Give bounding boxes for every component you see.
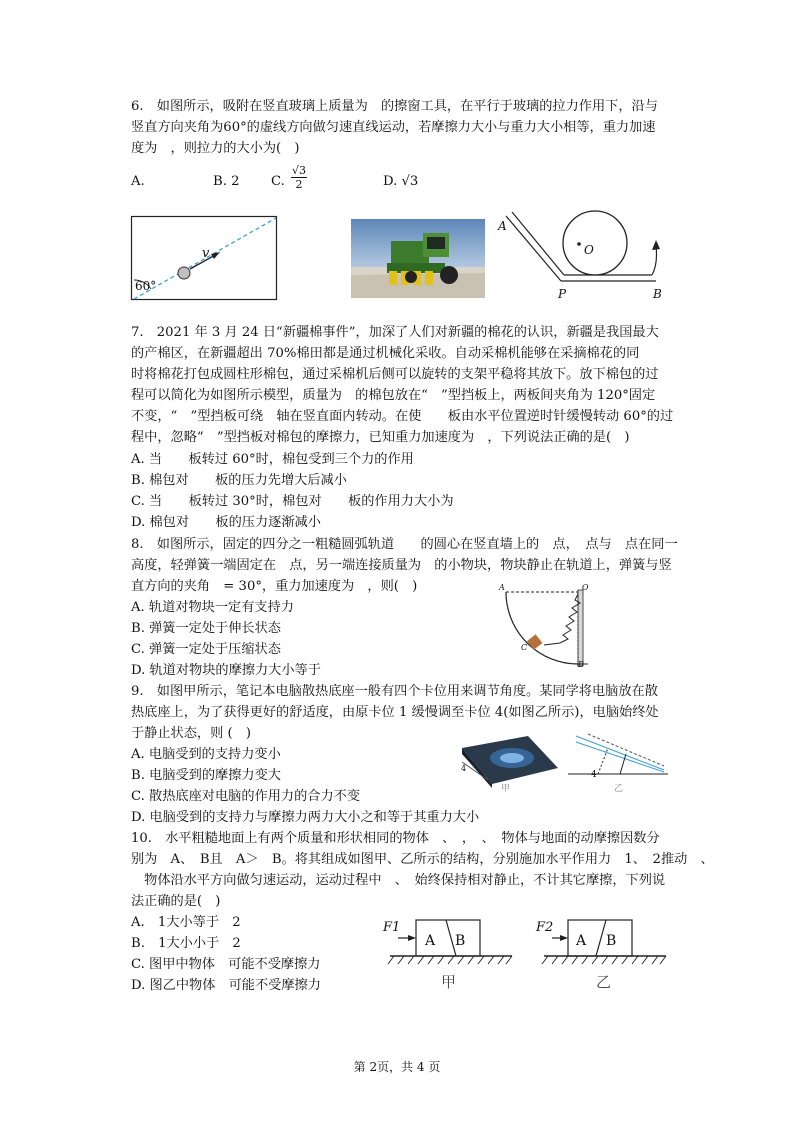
q7-figure-label-b: B [653, 287, 662, 301]
q9-option-b: B. 电脑受到的摩擦力变大 [131, 768, 281, 783]
q8-option-b: B. 弹簧一定处于伸长状态 [131, 621, 281, 636]
q6-option-c-fraction [291, 164, 307, 191]
q6-option-c-numerator: √3 [291, 164, 306, 177]
q10-figure-jia-label-a: A [425, 933, 436, 949]
q7-option-c: C. 当 板转过 30°时，棉包对 板的作用力大小为 [131, 494, 454, 509]
q9-figure-yi-caption: 乙 [614, 784, 624, 794]
q8-option-a: A. 轨道对物块一定有支持力 [131, 600, 294, 615]
q8-figure-label-c: C [521, 643, 528, 652]
q10-line-1: 10. 水平粗糙地面上有两个质量和形状相同的物体 、 ， 、 物体与地面的动摩擦因数分 [131, 831, 660, 846]
q6-option-c: C. [271, 174, 285, 189]
q10-figure-yi-caption: 乙 [596, 973, 612, 991]
q9-line-3: 于静止状态，则 ( ) [131, 726, 251, 741]
q9-option-c: C. 散热底座对电脑的作用力的合力不变 [131, 789, 361, 804]
q10-figure-jia-label-b: B [455, 933, 466, 949]
q7-figure-label-a: A [498, 219, 507, 233]
q6-figure-v-label: v [202, 246, 210, 261]
q7-line-1: 7. 2021 年 3 月 24 日“新疆棉事件”，加深了人们对新疆的棉花的认识，新疆是我国最大 [131, 325, 659, 340]
q10-figure-yi [540, 914, 670, 972]
q8-figure-label-o: O [582, 583, 589, 592]
q7-line-4: 程可以简化为如图所示模型，质量为 的棉包放在“ ”型挡板上，两板间夹角为 120°固定 [131, 388, 656, 403]
cotton-picker-photo [351, 219, 485, 298]
q6-line-1: 6. 如图所示，吸附在竖直玻璃上质量为 的擦窗工具，在平行于玻璃的拉力作用下，沿与 [131, 99, 658, 114]
q8-figure-label-a: A [499, 583, 505, 592]
q7-option-d: D. 棉包对 板的压力逐渐减小 [131, 515, 321, 530]
q10-figure-yi-f2: F2 [536, 920, 554, 935]
q7-line-5: 不变，“ ”型挡板可绕 轴在竖直面内转动。在使 板由水平位置逆时针缓慢转动 60°的过 [131, 409, 674, 424]
q7-line-2: 的产棉区，在新疆超出 70%棉田都是通过机械化采收。自动采棉机能够在采摘棉花的同 [131, 346, 640, 361]
q6-option-a: A. [131, 174, 145, 189]
q8-line-1: 8. 如图所示，固定的四分之一粗糙圆弧轨道 的圆心在竖直墙上的 点， 点与 点在同一 [131, 537, 678, 552]
q10-figure-yi-label-a: A [576, 933, 587, 949]
q6-option-b: B. 2 [213, 174, 240, 189]
q10-option-c: C. 图甲中物体 可能不受摩擦力 [131, 957, 321, 972]
q9-line-2: 热底座上，为了获得更好的舒适度，由原卡位 1 缓慢调至卡位 4(如图乙所示)，电脑始终处 [131, 705, 659, 720]
q7-option-a: A. 当 板转过 60°时，棉包受到三个力的作用 [131, 452, 414, 467]
q6-line-3: 度为 ，则拉力的大小为( ) [131, 141, 300, 156]
q8-figure-label-b: B [578, 660, 584, 669]
q6-figure-angle-label: 60° [135, 279, 157, 293]
q10-figure-yi-label-b: B [606, 933, 617, 949]
q7-figure-label-p: P [558, 287, 567, 301]
q6-option-c-denominator: 2 [295, 178, 303, 191]
q9-option-d: D. 电脑受到的支持力与摩擦力两力大小之和等于其重力大小 [131, 810, 480, 825]
q7-line-6: 程中，忽略“ ”型挡板对棉包的摩擦力，已知重力加速度为 ，下列说法正确的是( ) [131, 430, 630, 445]
page-footer: 第 2页，共 4 页 [353, 1060, 441, 1074]
q9-figure-yi-slot-label: 4 [591, 770, 597, 780]
q9-figure-jia-slot-label: 4 [461, 764, 467, 773]
q9-option-a: A. 电脑受到的支持力变小 [131, 747, 281, 762]
q9-figure-jia [458, 732, 560, 792]
q6-line-2: 竖直方向夹角为60°的虚线方向做匀速直线运动，若摩擦力大小与重力大小相等，重力加速 [131, 120, 656, 135]
q10-option-a: A. 1大小等于 2 [131, 915, 241, 930]
q6-option-d: D. √3 [383, 174, 419, 189]
q10-figure-jia [386, 914, 516, 972]
q7-option-b: B. 棉包对 板的压力先增大后减小 [131, 473, 347, 488]
q8-line-2: 高度，轻弹簧一端固定在 点，另一端连接质量为 的小物块，物块静止在轨道上，弹簧与竖 [131, 558, 672, 573]
q8-option-c: C. 弹簧一定处于压缩状态 [131, 642, 281, 657]
q9-line-1: 9. 如图甲所示，笔记本电脑散热底座一般有四个卡位用来调节角度。某同学将电脑放在散 [131, 684, 658, 699]
q10-figure-jia-f1: F1 [383, 920, 401, 935]
q8-line-3: 直方向的夹角 = 30°，重力加速度为 ，则( ) [131, 579, 418, 594]
q9-figure-jia-caption: 甲 [501, 784, 511, 794]
q7-line-3: 时将棉花打包成圆柱形棉包，通过采棉机后侧可以旋转的支架平稳将其放下。放下棉包的过 [131, 367, 659, 382]
q10-line-2: 别为 A、 B且 A＞ B。将其组成如图甲、乙所示的结构，分别施加水平作用力 1、 2推动 、 [131, 852, 714, 867]
q10-option-b: B. 1大小小于 2 [131, 936, 241, 951]
q8-option-d: D. 轨道对物块的摩擦力大小等于 [131, 663, 321, 678]
q10-line-4: 法正确的是( ) [131, 894, 221, 909]
q10-figure-jia-caption: 甲 [441, 973, 457, 991]
q10-line-3: 物体沿水平方向做匀速运动，运动过程中 、 始终保持相对静止，不计其它摩擦，下列说 [131, 873, 666, 888]
q10-option-d: D. 图乙中物体 可能不受摩擦力 [131, 978, 321, 993]
q7-figure-label-o: O [584, 243, 594, 257]
